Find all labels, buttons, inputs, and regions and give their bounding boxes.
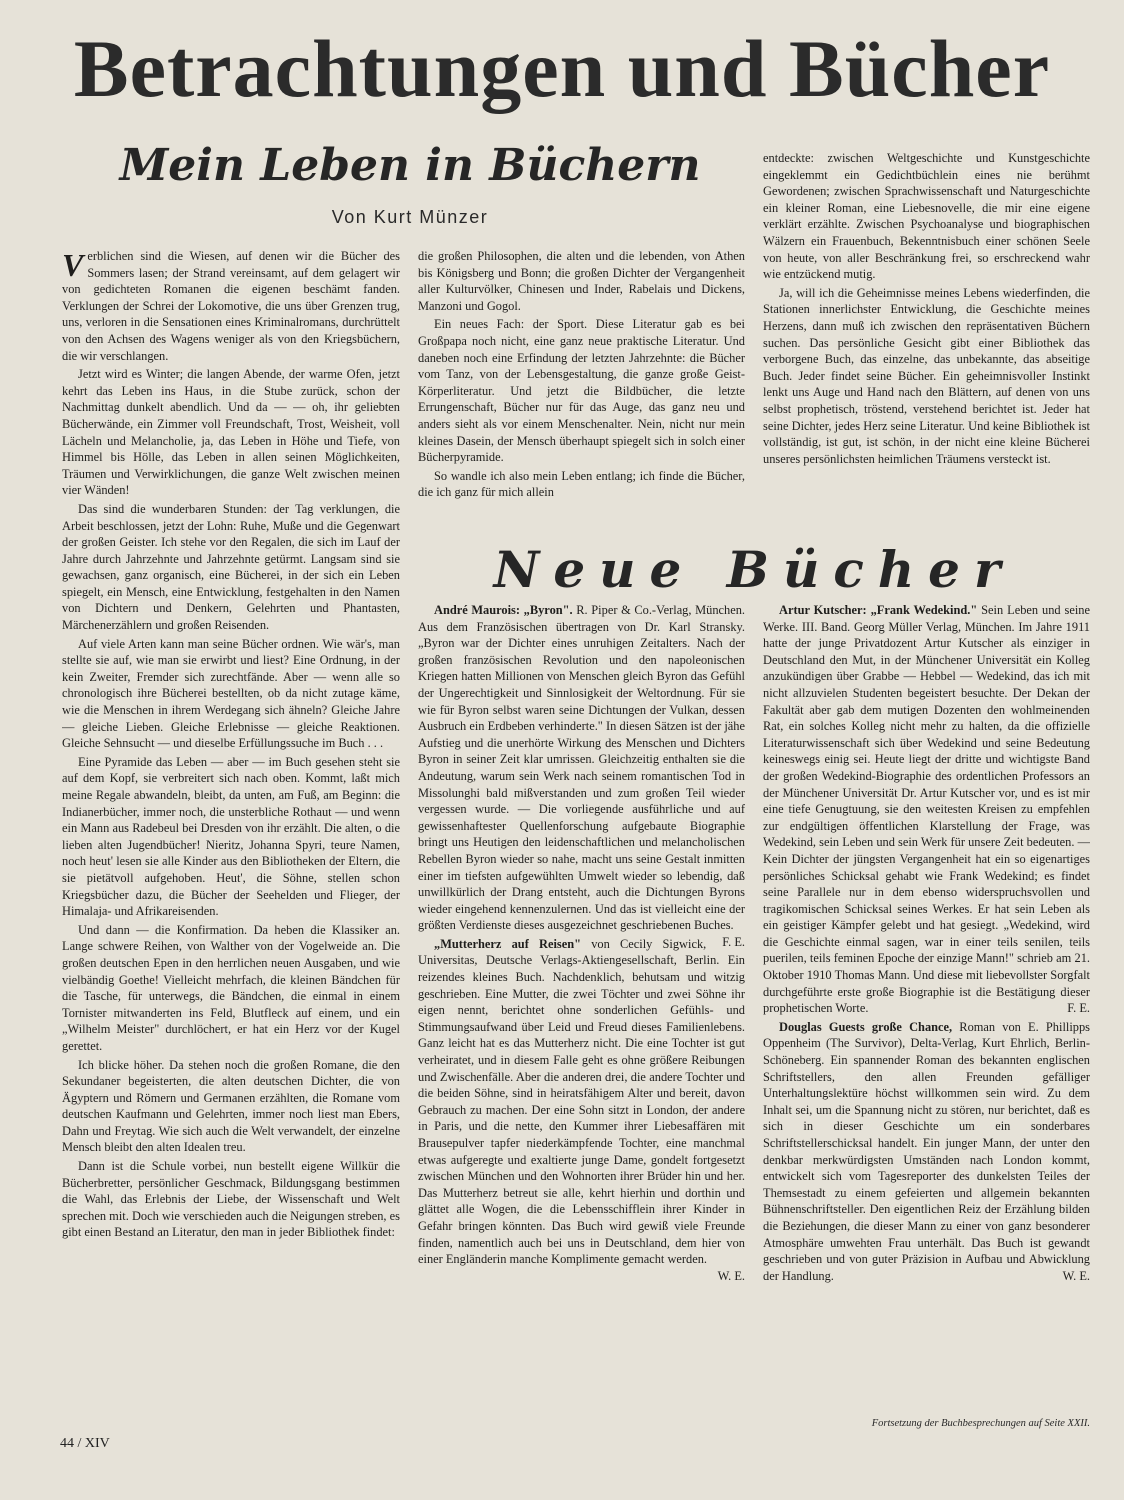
review-signature: W. E. (1062, 1268, 1090, 1283)
article-column-1 (62, 248, 400, 1428)
article-paragraph: So wandle ich also mein Leben entlang; ich finde die Bücher, die ich ganz für mich allein (418, 468, 745, 500)
article-paragraph: Ich blicke höher. Da stehen noch die großen Romane, die den Sekundaner begeisterten, die alten deutschen Dichter, die von Ägyptern und Römern und Germanen erzählten, die Romane vom deutschen Kaufmann und Gelehrten, immer noch liest man Ebers, Dahn und Freytag. Wie sich auch die Welt verwandelt, der einzelne Mensch bleibt den alten Idealen treu. (62, 1057, 400, 1155)
article-paragraph: Auf viele Arten kann man seine Bücher ordnen. Wie wär's, man stellte sie auf, wie man sie erwirbt und liest? Eine Ordnung, in der kein Zweiter, Fremder sich zurechtfände. Aber — wenn alle so chronologisch ihre Bücherei bestellten, ob da nicht zutage käme, wie die Menschen in ihrem Werdegang sich ähneln? Gleiche Jahre — gleiche Lieben. Gleiche Erlebnisse — gleiche Reaktionen. Gleiche Sehnsucht — und dieselbe Erfüllungssuche im Buch . . . (62, 636, 400, 751)
page-title: Betrachtungen und Bücher (73, 23, 1051, 114)
article-paragraph: Dann ist die Schule vorbei, nun bestellt eigene Willkür die Bücherbretter, persönlicher Geschmack, Bildungsgang bestimmen die Wahl, das Erlebnis der Liebe, der Wissenschaft und Welt sprechen mit. Doch wie verschieden auch die Neigungen streben, es gibt einen Bestand an Literatur, den man in jeder Bibliothek findet: (62, 1159, 400, 1240)
article-byline: Von Kurt Münzer (331, 207, 489, 227)
review-lead: Douglas Guests große Chance, (779, 1019, 953, 1034)
review-entry (763, 602, 1090, 1017)
article-paragraph: entdeckte: zwischen Weltgeschichte und Kunstgeschichte eingeklemmt ein Gedichtbüchlein eines nie berühmt Gewordenen; zwischen Sprachwissenschaft und Naturgeschichte ein kleiner Roman, eine Liebesnovelle, die mir eine eigene verklärt erzählte. Zwischen Psychoanalyse und biographischen Wälzern ein Frauenbuch, Bekenntnisbuch einer schönen Seele von heute, von aller Beschränkung frei, so erschreckend wahr wie entzückend mutig. (763, 151, 1090, 282)
drop-cap: V (62, 248, 84, 283)
review-text: von Cecily Sigwick, Universitas, Deutsche Verlags-Aktiengesellschaft, Berlin. Ein reizendes kleines Buch. Nachdenklich, behutsam und witzig geschrieben. Eine Mutter, die zwei Töchter und zwei Söhne ihr eigen nennt, berichtet ohne sonderlichen Gefühls- und Stimmungsaufwand über Leid und Freud dieses Familienlebens. Ganz leicht hat es das Mutterherz nicht. Die eine Tochter ist gut verheiratet, und in diesem Falle geht es ohne größere Reibungen und Zwischenfälle. Aber die anderen drei, die andere Tochter und die beiden Söhne, sind in heiratsfähigem Alter und bereit, davon Gebrauch zu machen. Der eine Sohn sitzt in London, der andere in Paris, und die nette, den Kummer ihrer Liebesaffären mit Brausepulver tapfer niederkämpfende Tochter, eine manchmal etwas aufgeregte und exaltierte junge Dame, gondelt fortgesetzt zwischen München und den Wohnorten ihrer Brüder hin und her. Das Mutterherz betreut sie alle, kehrt hierhin und dorthin und glättet alle Wogen, die die Lebensschifflein ihrer Kinder in Gefahr bringen könnten. Das Buch wird gewiß viele Freunde finden, namentlich auch bei uns in Deutschland, dem hier von einer Engländerin manche Komplimente gemacht werden. (418, 936, 745, 1267)
review-lead: Artur Kutscher: „Frank Wedekind." (779, 603, 978, 617)
continuation-note: Fortsetzung der Buchbesprechungen auf Seite XXII. (871, 1418, 1090, 1429)
review-signature: W. E. (717, 1268, 745, 1283)
review-entry (418, 936, 745, 1283)
article-column-3 (763, 150, 1090, 530)
article-title: Mein Leben in Büchern (119, 140, 701, 191)
article-paragraph: die großen Philosophen, die alten und die lebenden, von Athen bis Königsberg und Bonn; die großen Dichter der Vergangenheit aller Kulturvölker, Chinesen und Inder, Rabelais und Dickens, Manzoni und Gogol. (418, 249, 745, 313)
article-paragraph: Und dann — die Konfirmation. Da heben die Klassiker an. Lange schwere Reihen, von Walther von der Vogelweide an. Die großen deutschen Epen in den herrlichen neuen Ausgaben, und wie vielbändig Goethe! Vielleicht mehrfach, die kleinen Bändchen für die Tasche, für unterwegs, die Bändchen, die einmal in einem Tornister mitwanderten ins Feld, Blutfleck auf einem, und ein „Wilhelm Meister" durchlöchert, er hat ein Herz vor der Kugel gerettet. (62, 922, 400, 1053)
section-title: Neue Bücher (493, 540, 1015, 599)
article-paragraph: Jetzt wird es Winter; die langen Abende, der warme Ofen, jetzt kehrt das Leben ins Haus, in die Stube zurück, schon der Nachmittag dunkelt abendlich. Und da — — oh, ihr geliebten Bücherwände, ein Zimmer voll Freundschaft, Trost, Weisheit, voll Lächeln und Melancholie, ja, das Leben in Höhe und Tiefe, von Himmel bis Hölle, das Leben in allen seinen Möglichkeiten, Träumen und Verwirklichungen, die ganze Welt zwischen meinen vier Wänden! (62, 367, 400, 498)
review-signature: F. E. (722, 934, 745, 949)
reviews-column-2 (763, 602, 1090, 1402)
article-paragraph: Ein neues Fach: der Sport. Diese Literatur gab es bei Großpapa noch nicht, eine ganz neue praktische Literatur. Und daneben noch eine Erfindung der letzten Jahrzehnte: die Bücher vom Tanz, von der Lebensgestaltung, die ganze große Geist-Körperliteratur. Und jetzt die Bildbücher, die letzte Errungenschaft, Bücher nur für das Auge, das ganz neu und anders sieht als vor einem Menschenalter. Nein, nicht nur mein kleines Dasein, der Mensch überhaupt spiegelt sich in solch einer Bücherpyramide. (418, 317, 745, 465)
article-paragraph: Eine Pyramide das Leben — aber — im Buch gesehen steht sie auf dem Kopf, sie verbreitert sich nach oben. Kommt, laßt mich meine Regale abwandeln, bleibt, da unten, am Fuß, am Beginn: die Indianerbücher, immer noch, die unsterbliche Rothaut — und wenn ein Mann aus Radebeul bei Dresden von ihr erzählt. Die alten, o die lieben alten Jugendbücher! Nieritz, Johanna Spyri, teure Namen, noch heut' lesen sie alle Kinder aus den Bibliotheken der Eltern, die sie pietätvoll aufgehoben. Heut', die Söhne, stellen schon Kriegsbücher dazu, die Bücher der Seehelden und Flieger, der Himalaja- und Afrikareisenden. (62, 754, 400, 919)
review-text: Sein Leben und seine Werke. III. Band. Georg Müller Verlag, München. Im Jahre 1911 hatte der junge Privatdozent Artur Kutscher als einziger in Deutschland den Mut, in der Münchener Universität ein Kolleg anzukündigen über Grabbe — Hebbel — Wedekind, das ich mit nicht allzuvielen Studenten begeistert besuchte. Der Dekan der Fakultät aber gab dem mutigen Dozenten den wohlmeinenden Rat, ein solches Kolleg nicht mehr zu halten, da die offizielle Literaturwissenschaft sich über Wedekind und seine Bedeutung keineswegs einig sei. Heute liegt der dritte und wichtigste Band der großen Wedekind-Biographie des ordentlichen Professors an der Münchener Universität Dr. Artur Kutscher vor, und es ist mir eine tiefe Genugtuung, sie den weitesten Kreisen zu empfehlen zur endgültigen öffentlichen Klarstellung der Frage, was Wedekind, sein Leben und sein Werk für unsere Zeit bedeuten. — Kein Dichter der jüngsten Vergangenheit hat ein so eigenartiges persönliches Schicksal gehabt wie Frank Wedekind; es findet seine Parallele nur in dem ebenso widerspruchsvollen und tragikomischen Schicksal seines Werkes. Er hat sein Leben als ein geistiger Kämpfer gelebt und hat gesiegt. „Wedekind, wird die Geschichte einmal sagen, war in einer teils senilen, teils puerilen, teils feminen Epoche der einzige Mann!" schrieb am 21. Oktober 1910 Thomas Mann. Und diese mit liebevollster Sorgfalt durchgeführte erste große Biographie ist die Bestätigung dieser prophetischen Worte. (763, 603, 1090, 1016)
review-text: R. Piper & Co.-Verlag, München. Aus dem Französischen übertragen von Dr. Karl Stransky. „Byron war der Dichter eines unruhigen Zeitalters. Nach der großen französischen Revolution und den napoleonischen Kriegen hatten Millionen von Menschen gleich Byron das Gefühl der Ungerechtigkeit und Sinnlosigkeit der Weltordnung. Für sie wie für Byron selbst waren seine Dichtungen der Vulkan, dessen Ausbruch ein Erdbeben verhinderte." In diesen Sätzen ist der jähe Aufstieg und die unerhörte Wirkung des Menschen und Dichters Byron in seiner Zeit klar umrissen. Gleichzeitig enthalten sie die Andeutung, warum sein Werk nach seinem romantischen Tod in Missolunghi bald mißverstanden und zum großen Teil wieder vergessen wurde. — Die vorliegende ausführliche und auf gewissenhaftester Quellenforschung aufgebaute Biographie bringt uns Heutigen den leidenschaftlichen und melancholischen Rebellen Byron wieder so nahe, macht uns seine Gestalt inmitten einer im tiefsten aufgewühlten Umwelt wieder so lebendig, daß unwillkürlich der Drang entsteht, auch die Dichtungen Byrons wieder eingehend kennenzulernen. Und das ist vielleicht eine der größten Verdienste dieses ausgezeichnet geschriebenen Buches. (418, 603, 745, 933)
page-number: 44 / XIV (60, 1436, 110, 1451)
review-entry (763, 1019, 1090, 1285)
review-text: Roman von E. Phillipps Oppenheim (The Survivor), Delta-Verlag, Kurt Ehrlich, Berlin-Schöneberg. Ein spannender Roman des bekannten englischen Schriftstellers, den allen Freunden gefälliger Unterhaltungslektüre höchst willkommen sein wird. Zu dem Inhalt sei, um die Spannung nicht zu stören, nur berichtet, daß es sich in dieser Geschichte um ein sonderbares Schriftstellerschicksal handelt. Ein junger Mann, der unter den denkbar merkwürdigsten Umständen nach London kommt, entwickelt sich vom Tagesreporter des dunkelsten Teiles der Themsestadt zu einem gefeierten und allgemein bekannten Bühnenschriftsteller. Den eigentlichen Reiz der Erzählung bilden die Beziehungen, die dieser Mann zu einer von ganz besonderer Atmosphäre umwehten Frau unterhält. Das Buch ist gewandt geschrieben und von guter Präzision in Aufbau und Abwicklung der Handlung. (763, 1019, 1090, 1283)
review-lead: André Maurois: „Byron". (434, 603, 573, 617)
article-column-2 (418, 248, 745, 538)
review-lead: „Mutterherz auf Reisen" (434, 936, 582, 951)
article-paragraph: Das sind die wunderbaren Stunden: der Tag verklungen, die Arbeit beschlossen, jetzt der Lohn: Ruhe, Muße und die Gegenwart der großen Geister. Ich stehe vor den Regalen, die sich im Lauf der Jahre durch Jahrzehnte und Jahrzehnte getürmt. Langsam sind sie gewachsen, ganz organisch, eine Bücherei, in der sich ein Leben spiegelt, ein Mensch, eine Entwicklung, festgehalten in den Namen von Dichtern und Denkern, Gelehrten und Phantasten, Märchenerzählern und großen Reisenden. (62, 501, 400, 633)
reviews-column-1 (418, 602, 745, 1432)
article-paragraph: Ja, will ich die Geheimnisse meines Lebens wiederfinden, die Stationen innerlichster Entwicklung, die Geschichte meines Herzens, dann muß ich zwischen den repräsentativen Büchern suchen. Das persönliche Gesicht gibt einer Bibliothek das verborgene Buch, das einzelne, das unbekannte, das abseitige Buch. Jeder findet seine Bücher. Ein geheimnisvoller Instinkt lenkt uns Auge und Hand nach den Blättern, auf denen von uns selbst prophetisch, tröstend, verstehend berichtet ist. Jeder hat seine Dichter, jedes Herz seine Literatur. Und keine Bibliothek ist vollständig, ist gut, ist schön, in der nicht eine kleine Bücherei unseres persönlichsten heimlichen Träumens versteckt ist. (763, 285, 1090, 466)
review-signature: F. E. (1067, 1001, 1090, 1016)
article-paragraph: Verblichen sind die Wiesen, auf denen wir die Bücher des Sommers lasen; der Strand vereinsamt, auf dem gelagert wir von gedichteten Romanen die eigenen beschämt fanden. Verklungen der Schrei der Lokomotive, die uns über Grenzen trug, uns, verloren in die Sensationen eines Kriminalromans, durchrüttelt von den Achsen des Wagens weniger als von den Kriegsbüchern, die wir verschlangen. (62, 248, 400, 363)
